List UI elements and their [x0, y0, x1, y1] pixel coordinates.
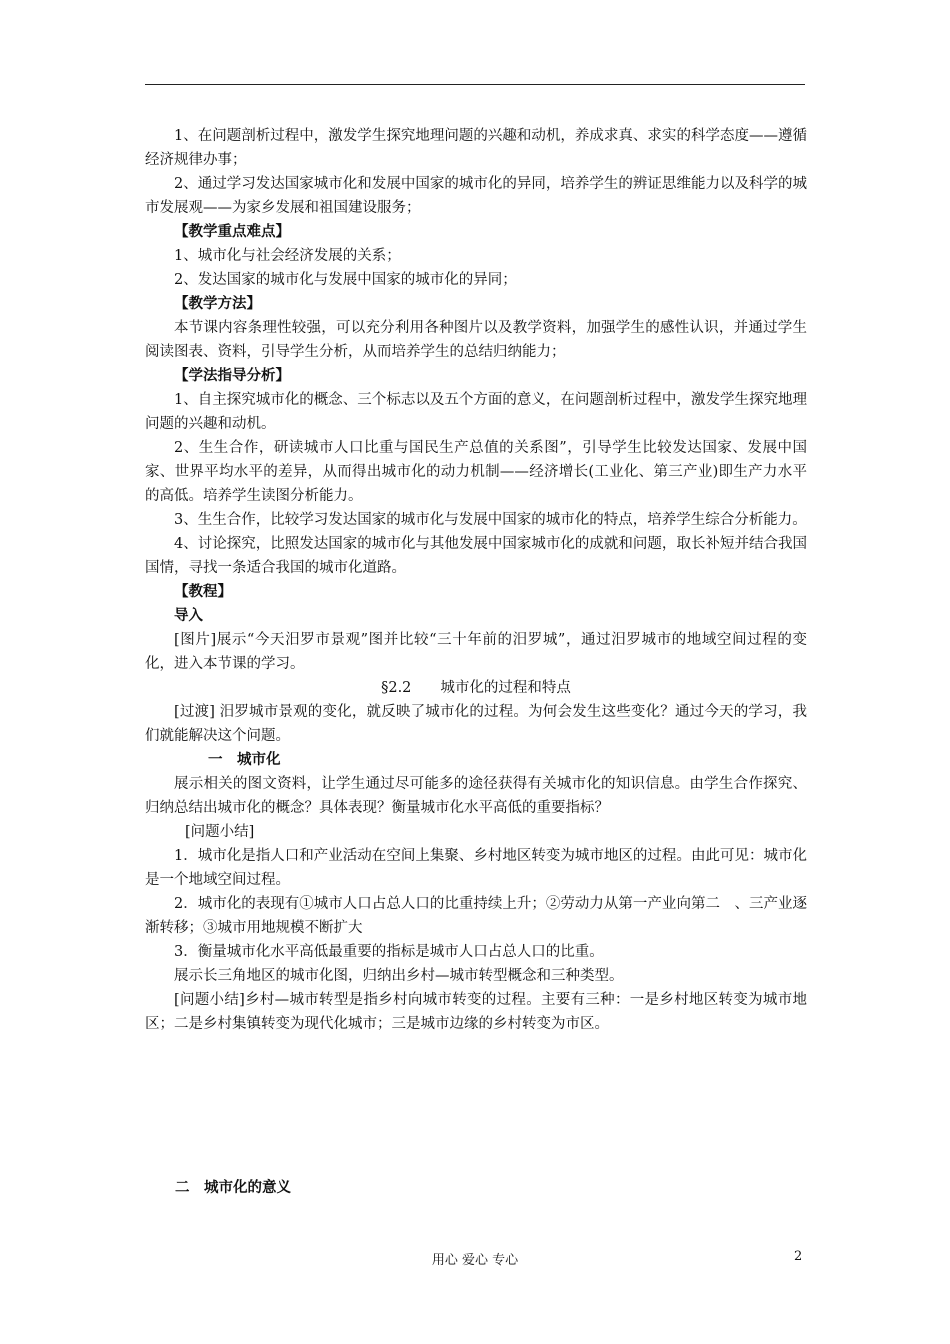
summary-label: [问题小结] — [185, 824, 255, 840]
heading-teaching-method: 【教学方法】 — [174, 295, 261, 312]
section-one-heading: 一 城市化 — [208, 751, 281, 768]
heading-study-guidance: 【学法指导分析】 — [174, 367, 290, 384]
header-rule — [145, 84, 805, 85]
footer-motto: 用心 爱心 专心 — [431, 1253, 519, 1268]
transition-text: [过渡] 汨罗城市景观的变化，就反映了城市化的过程。为何会发生这些变化？通过今天的学习，我们就能解决这个问题。 — [145, 704, 807, 744]
summary-point-1: 1．城市化是指人口和产业活动在空间上集聚、乡村地区转变为城市地区的过程。由此可见：城市化是一个地域空间过程。 — [145, 848, 807, 888]
summary-point-3: 3．衡量城市化水平高低最重要的指标是城市人口占总人口的比重。 — [174, 944, 604, 960]
study-point-3: 3、生生合作，比较学习发达国家的城市化与发展中国家的城市化的特点，培养学生综合分析能力。 — [174, 512, 807, 528]
heading-introduction: 导入 — [174, 607, 203, 624]
key-point-2: 2、发达国家的城市化与发展中国家的城市化的异同； — [174, 272, 517, 288]
document-body — [145, 124, 807, 1036]
goal-paragraph-1: 1、在问题剖析过程中，激发学生探究地理问题的兴趣和动机，养成求真、求实的科学态度——遵循经济规律办事； — [145, 128, 807, 168]
transformation-summary: [问题小结]乡村—城市转型是指乡村向城市转变的过程。主要有三种：一是乡村地区转变为城市地区；二是乡村集镇转变为现代化城市；三是城市边缘的乡村转变为市区。 — [145, 992, 807, 1032]
teaching-method-text: 本节课内容条理性较强，可以充分利用各种图片以及教学资料，加强学生的感性认识，并通过学生阅读图表、资料，引导学生分析，从而培养学生的总结归纳能力； — [145, 320, 807, 360]
introduction-text: [图片]展示“今天汨罗市景观”图并比较“三十年前的汨罗城”，通过汨罗城市的地域空间过程的变化，进入本节课的学习。 — [145, 632, 807, 672]
goal-paragraph-2: 2、通过学习发达国家城市化和发展中国家的城市化的异同，培养学生的辨证思维能力以及科学的城市发展观——为家乡发展和祖国建设服务； — [145, 176, 807, 216]
key-point-1: 1、城市化与社会经济发展的关系； — [174, 248, 401, 264]
section-title: §2.2 城市化的过程和特点 — [381, 680, 571, 696]
study-point-1: 1、自主探究城市化的概念、三个标志以及五个方面的意义，在问题剖析过程中，激发学生探究地理问题的兴趣和动机。 — [145, 392, 807, 432]
section-one-text: 展示相关的图文资料，让学生通过尽可能多的途径获得有关城市化的知识信息。由学生合作探究、归纳总结出城市化的概念？具体表现？衡量城市化水平高低的重要指标？ — [145, 776, 807, 816]
summary-point-2: 2．城市化的表现有①城市人口占总人口的比重持续上升；②劳动力从第一产业向第二 、三产业逐渐转移；③城市用地规模不断扩大 — [145, 896, 807, 936]
page-number: 2 — [794, 1249, 803, 1264]
heading-tutorial: 【教程】 — [174, 583, 232, 600]
section-two-heading: 二 城市化的意义 — [175, 1179, 291, 1196]
study-point-4: 4、讨论探究，比照发达国家的城市化与其他发展中国家城市化的成就和问题，取长补短并结合我国国情，寻找一条适合我国的城市化道路。 — [145, 536, 807, 576]
heading-key-difficulties: 【教学重点难点】 — [174, 223, 290, 240]
study-point-2: 2、生生合作，研读城市人口比重与国民生产总值的关系图”，引导学生比较发达国家、发展中国家、世界平均水平的差异，从而得出城市化的动力机制——经济增长(工业化、第三产业)即生产力水平的高低。培养学生读图分析能力。 — [145, 440, 807, 504]
yangtze-delta-text: 展示长三角地区的城市化图，归纳出乡村—城市转型概念和三种类型。 — [174, 968, 624, 984]
